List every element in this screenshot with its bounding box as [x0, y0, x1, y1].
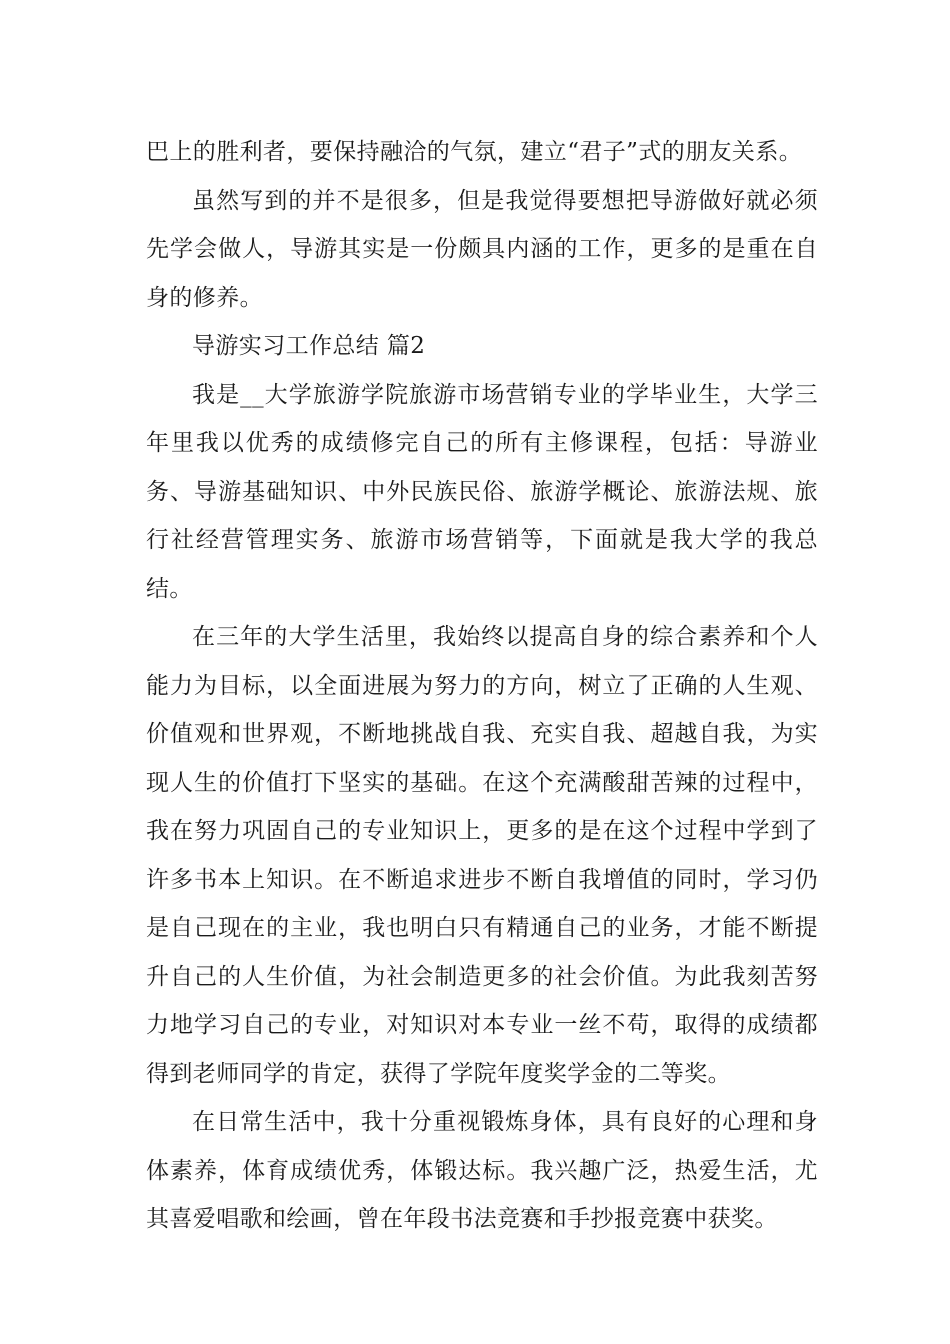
paragraph-intro: 我是__大学旅游学院旅游市场营销专业的学毕业生，大学三年里我以优秀的成绩修完自己的所有主修课程，包括：导游业务、导游基础知识、中外民族民俗、旅游学概论、旅游法规、旅行社经营管理实务、旅游市场营销等，下面就是我大学的我总结。 [146, 381, 818, 602]
paragraph-study: 在三年的大学生活里，我始终以提高自身的综合素养和个人能力为目标，以全面进展为努力的方向，树立了正确的人生观、价值观和世界观，不断地挑战自我、充实自我、超越自我，为实现人生的价值打下坚实的基础。在这个充满酸甜苦辣的过程中，我在努力巩固自己的专业知识上，更多的是在这个过程中学到了许多书本上知识。在不断追求进步不断自我增值的同时，学习仍是自己现在的主业，我也明白只有精通自己的业务，才能不断提升自己的人生价值，为社会制造更多的社会价值。为此我刻苦努力地学习自己的专业，对知识对本专业一丝不苟，取得的成绩都得到老师同学的肯定，获得了学院年度奖学金的二等奖。 [146, 624, 818, 1087]
document-body [146, 128, 818, 1244]
paragraph-conclusion: 虽然写到的并不是很多，但是我觉得要想把导游做好就必须先学会做人，导游其实是一份颇具内涵的工作，更多的是重在自身的修养。 [146, 187, 818, 311]
paragraph-continuation: 巴上的胜利者，要保持融洽的气氛，建立“君子”式的朋友关系。 [146, 139, 803, 165]
section-heading: 导游实习工作总结 篇2 [192, 333, 426, 359]
paragraph-life: 在日常生活中，我十分重视锻炼身体，具有良好的心理和身体素养，体育成绩优秀，体锻达标。我兴趣广泛，热爱生活，尤其喜爱唱歌和绘画，曾在年段书法竞赛和手抄报竞赛中获奖。 [146, 1109, 818, 1232]
